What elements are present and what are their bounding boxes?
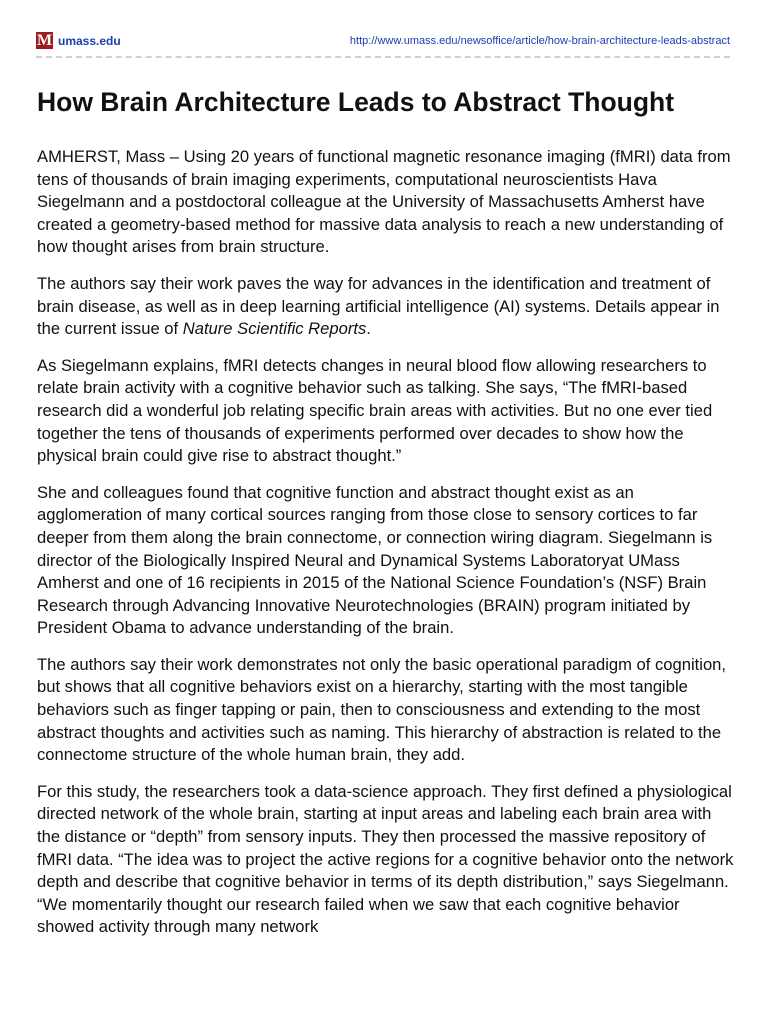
site-name-link[interactable]: umass.edu bbox=[58, 34, 121, 48]
source-url-link[interactable]: http://www.umass.edu/newsoffice/article/how-brain-architecture-leads-abstract bbox=[349, 35, 730, 47]
paragraph-5: The authors say their work demonstrates not only the basic operational paradigm of cognition, but shows that all cognitive behaviors exist on a hierarchy, starting with the most tangible behaviors such as finger tapping or pain, then to consciousness and extending to the most abstract thoughts and activities such as naming. This hierarchy of abstraction is related to the connectome structure of the whole human brain, they add. bbox=[37, 654, 727, 765]
paragraph-3: As Siegelmann explains, fMRI detects changes in neural blood flow allowing researchers to relate brain activity with a cognitive behavior such as talking. She says, “The fMRI-based research did a wonderful job relating specific brain areas with activities. But no one ever tied together the tens of thousands of experiments performed over decades to show how the physical brain could give rise to abstract thought.” bbox=[37, 355, 713, 466]
page-header bbox=[36, 30, 730, 52]
paragraph-6: For this study, the researchers took a data-science approach. They first defined a physiological directed network of the whole brain, starting at input areas and labeling each brain area with the distance or “depth” from sensory inputs. They then processed the massive repository of fMRI data. “The idea was to project the active regions for a cognitive behavior onto the network depth and describe that cognitive behavior in terms of its depth distribution,” says Siegelmann. “We momentarily thought our research failed when we saw that each cognitive behavior showed activity through many network bbox=[37, 781, 734, 937]
paragraph-4: She and colleagues found that cognitive function and abstract thought exist as an agglomeration of many cortical sources ranging from those close to sensory cortices to far deeper from them along the brain connectome, or connection wiring diagram. Siegelmann is director of the Biologically Inspired Neural and Dynamical Systems Laboratoryat UMass Amherst and one of 16 recipients in 2015 of the National Science Foundation’s (NSF) Brain Research through Advancing Innovative Neurotechnologies (BRAIN) program initiated by President Obama to advance understanding of the brain. bbox=[37, 482, 713, 638]
article-title: How Brain Architecture Leads to Abstract Thought bbox=[37, 87, 675, 117]
article-body bbox=[37, 84, 737, 953]
paragraph-2-text: The authors say their work paves the way for advances in the identification and treatment of brain disease, as well as in deep learning artificial intelligence (AI) systems. Details appear in the current issue of bbox=[37, 273, 720, 339]
umass-logo-icon[interactable]: M bbox=[36, 32, 53, 49]
paragraph-1: AMHERST, Mass – Using 20 years of functional magnetic resonance imaging (fMRI) data from tens of thousands of brain imaging experiments, computational neuroscientists Hava Siegelmann and a postdoctoral colleague at the University of Massachusetts Amherst have created a geometry-based method for massive data analysis to reach a new understanding of how thought arises from brain structure. bbox=[37, 147, 731, 257]
paragraph-2-end: . bbox=[366, 319, 371, 339]
journal-name: Nature Scientific Reports bbox=[182, 319, 367, 339]
header-divider bbox=[36, 56, 730, 58]
paragraph-2 bbox=[37, 273, 737, 341]
